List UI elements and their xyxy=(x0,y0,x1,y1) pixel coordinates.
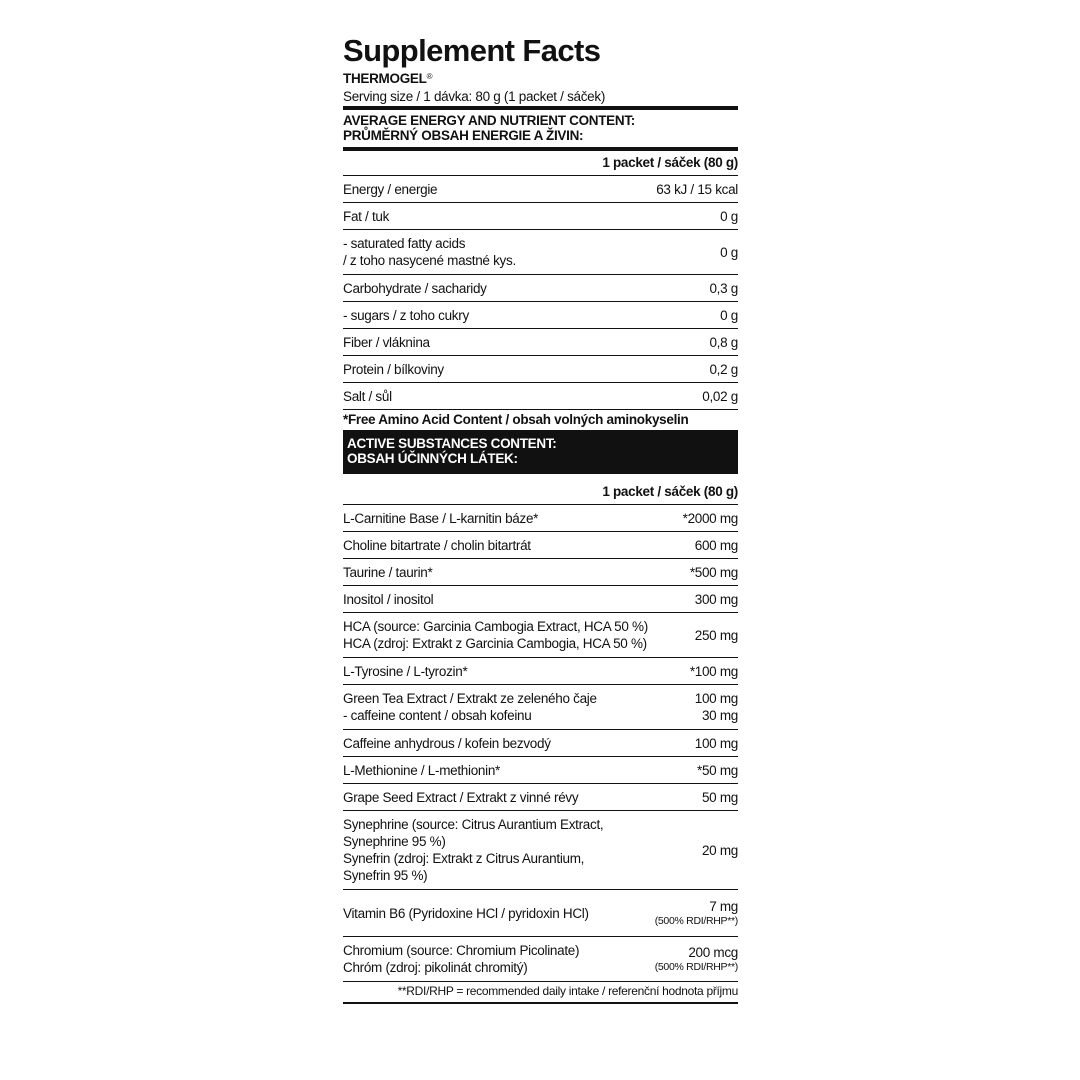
active-row xyxy=(343,612,738,657)
active-row-name xyxy=(343,902,655,925)
nutrient-row xyxy=(343,382,738,409)
supplement-facts-label xyxy=(343,32,738,1004)
nutrient-row xyxy=(343,229,738,274)
name-line: HCA (zdroj: Extrakt z Garcinia Cambogia, HCA 50 %) xyxy=(343,636,647,651)
active-row-name xyxy=(343,687,695,727)
value-line: 63 kJ / 15 kcal xyxy=(656,181,738,197)
name-line: Synefrin (zdroj: Extrakt z Citrus Aurantium, xyxy=(343,851,585,866)
nutrient-row-value xyxy=(720,208,738,225)
nutrient-row-name xyxy=(343,205,720,228)
active-row-value xyxy=(655,898,738,928)
nutrient-row xyxy=(343,274,738,301)
nutrient-row-value xyxy=(702,388,738,405)
divider xyxy=(343,1002,738,1004)
active-row-value xyxy=(702,789,738,806)
active-row-name xyxy=(343,732,695,755)
value-line: 300 mg xyxy=(694,591,738,607)
serving-size: Serving size / 1 dávka: 80 g (1 packet / sáček) xyxy=(343,89,606,104)
active-row-value xyxy=(702,842,738,859)
value-line: 0,02 g xyxy=(702,388,738,404)
name-line: Inositol / inositol xyxy=(343,591,434,607)
value-line: *50 mg xyxy=(697,762,738,778)
value-line: *2000 mg xyxy=(682,510,738,526)
nutrient-row xyxy=(343,202,738,229)
value-line: 100 mg xyxy=(694,735,738,751)
value-line: 0 g xyxy=(720,244,738,260)
name-line: Choline bitartrate / cholin bitartrát xyxy=(343,537,531,553)
active-heading: ACTIVE SUBSTANCES CONTENT: OBSAH ÚČINNÝCH LÁTEK: xyxy=(343,430,738,474)
value-line: 200 mcg xyxy=(688,945,738,960)
active-row xyxy=(343,889,738,936)
value-line: 0 g xyxy=(720,208,738,224)
name-line: Salt / sůl xyxy=(343,388,392,404)
name-line: Chróm (zdroj: pikolinát chromitý) xyxy=(343,960,528,975)
name-line: Green Tea Extract / Extrakt ze zeleného čaje xyxy=(343,691,597,706)
name-line: Carbohydrate / sacharidy xyxy=(343,280,487,296)
active-row-value xyxy=(697,762,738,779)
active-row xyxy=(343,657,738,684)
active-row-name xyxy=(343,660,690,683)
active-row-name xyxy=(343,507,683,530)
active-row-value xyxy=(690,564,738,581)
active-row-value xyxy=(695,690,738,724)
active-table xyxy=(343,504,738,981)
active-row xyxy=(343,936,738,981)
nutrient-row-value xyxy=(709,361,738,378)
nutrient-row-name xyxy=(343,385,702,408)
nutrient-row-name xyxy=(343,232,720,272)
active-row-name xyxy=(343,813,702,887)
active-row-name xyxy=(343,615,695,655)
active-row-name xyxy=(343,561,690,584)
active-row xyxy=(343,531,738,558)
nutrient-row-name xyxy=(343,178,656,201)
value-line: 0,3 g xyxy=(709,280,738,296)
active-row-name xyxy=(343,588,695,611)
name-line: L-Carnitine Base / L-karnitin báze* xyxy=(343,510,539,526)
rdi-percent: (500% RDI/RHP**) xyxy=(654,915,738,927)
active-row-value xyxy=(695,537,738,554)
registered-mark: ® xyxy=(426,72,433,81)
name-line: - caffeine content / obsah kofeinu xyxy=(343,708,532,723)
nutrient-table xyxy=(343,175,738,409)
active-row-name xyxy=(343,759,697,782)
nutrient-row xyxy=(343,175,738,202)
nutrient-row-value xyxy=(720,307,738,324)
name-line: Fat / tuk xyxy=(343,208,390,224)
nutrient-row-value xyxy=(720,244,738,261)
active-row-name xyxy=(343,939,655,979)
product-name: THERMOGEL® xyxy=(343,71,433,86)
active-row xyxy=(343,558,738,585)
active-row xyxy=(343,810,738,889)
value-line: 20 mg xyxy=(701,842,738,858)
name-line: Energy / energie xyxy=(343,181,438,197)
active-row-value xyxy=(695,591,738,608)
value-line: 0,2 g xyxy=(709,361,738,377)
name-line: Synephrine (source: Citrus Aurantium Extract, xyxy=(343,817,604,832)
nutrient-row-value xyxy=(709,334,738,351)
active-row-value xyxy=(683,510,738,527)
active-row xyxy=(343,729,738,756)
active-row xyxy=(343,756,738,783)
active-row xyxy=(343,684,738,729)
active-row xyxy=(343,783,738,810)
nutrient-row-name xyxy=(343,331,709,354)
amino-note: *Free Amino Acid Content / obsah volných aminokyselin xyxy=(343,409,738,430)
name-line: - sugars / z toho cukry xyxy=(343,307,469,323)
name-line: Protein / bílkoviny xyxy=(343,361,444,377)
rdi-percent: (500% RDI/RHP**) xyxy=(654,961,738,973)
active-row xyxy=(343,585,738,612)
value-line: *100 mg xyxy=(689,663,738,679)
nutrient-row-name xyxy=(343,358,709,381)
name-line: Caffeine anhydrous / kofein bezvodý xyxy=(343,735,551,751)
name-line: L-Methionine / L-methionin* xyxy=(343,762,500,778)
name-line: Fiber / vláknina xyxy=(343,334,430,350)
value-line: 30 mg xyxy=(701,708,738,723)
active-row xyxy=(343,504,738,531)
name-line: Taurine / taurin* xyxy=(343,564,433,580)
name-line: - saturated fatty acids xyxy=(343,236,466,251)
name-line: Grape Seed Extract / Extrakt z vinné révy xyxy=(343,789,579,805)
active-row-value xyxy=(695,627,738,644)
value-line: 0 g xyxy=(720,307,738,323)
active-column-header: 1 packet / sáček (80 g) xyxy=(602,484,738,499)
footnote: **RDI/RHP = recommended daily intake / referenční hodnota příjmu xyxy=(343,981,738,1000)
value-line: 100 mg xyxy=(694,691,738,706)
name-line: Chromium (source: Chromium Picolinate) xyxy=(343,943,580,958)
nutrients-heading: AVERAGE ENERGY AND NUTRIENT CONTENT: PRŮMĚRNÝ OBSAH ENERGIE A ŽIVIN: xyxy=(343,113,635,143)
name-line: Synephrine 95 %) xyxy=(343,834,446,849)
value-line: *500 mg xyxy=(689,564,738,580)
nutrient-row xyxy=(343,355,738,382)
active-row-value xyxy=(690,663,738,680)
nutrient-row xyxy=(343,301,738,328)
name-line: Vitamin B6 (Pyridoxine HCl / pyridoxin HCl) xyxy=(343,905,589,921)
active-row-value xyxy=(655,944,738,974)
nutrients-column-header: 1 packet / sáček (80 g) xyxy=(602,155,738,170)
active-row-name xyxy=(343,786,702,809)
value-line: 0,8 g xyxy=(709,334,738,350)
name-line: HCA (source: Garcinia Cambogia Extract, HCA 50 %) xyxy=(343,619,648,634)
active-row-value xyxy=(695,735,738,752)
nutrient-row xyxy=(343,328,738,355)
value-line: 600 mg xyxy=(694,537,738,553)
label-title: Supplement Facts xyxy=(343,33,601,68)
nutrient-row-value xyxy=(656,181,738,198)
nutrient-row-name xyxy=(343,277,709,300)
name-line: Synefrin 95 %) xyxy=(343,868,428,883)
value-line: 7 mg xyxy=(709,899,738,914)
name-line: L-Tyrosine / L-tyrozin* xyxy=(343,663,468,679)
active-row-name xyxy=(343,534,695,557)
nutrient-row-name xyxy=(343,304,720,327)
value-line: 250 mg xyxy=(694,627,738,643)
value-line: 50 mg xyxy=(701,789,738,805)
name-line: / z toho nasycené mastné kys. xyxy=(343,253,516,268)
nutrient-row-value xyxy=(709,280,738,297)
